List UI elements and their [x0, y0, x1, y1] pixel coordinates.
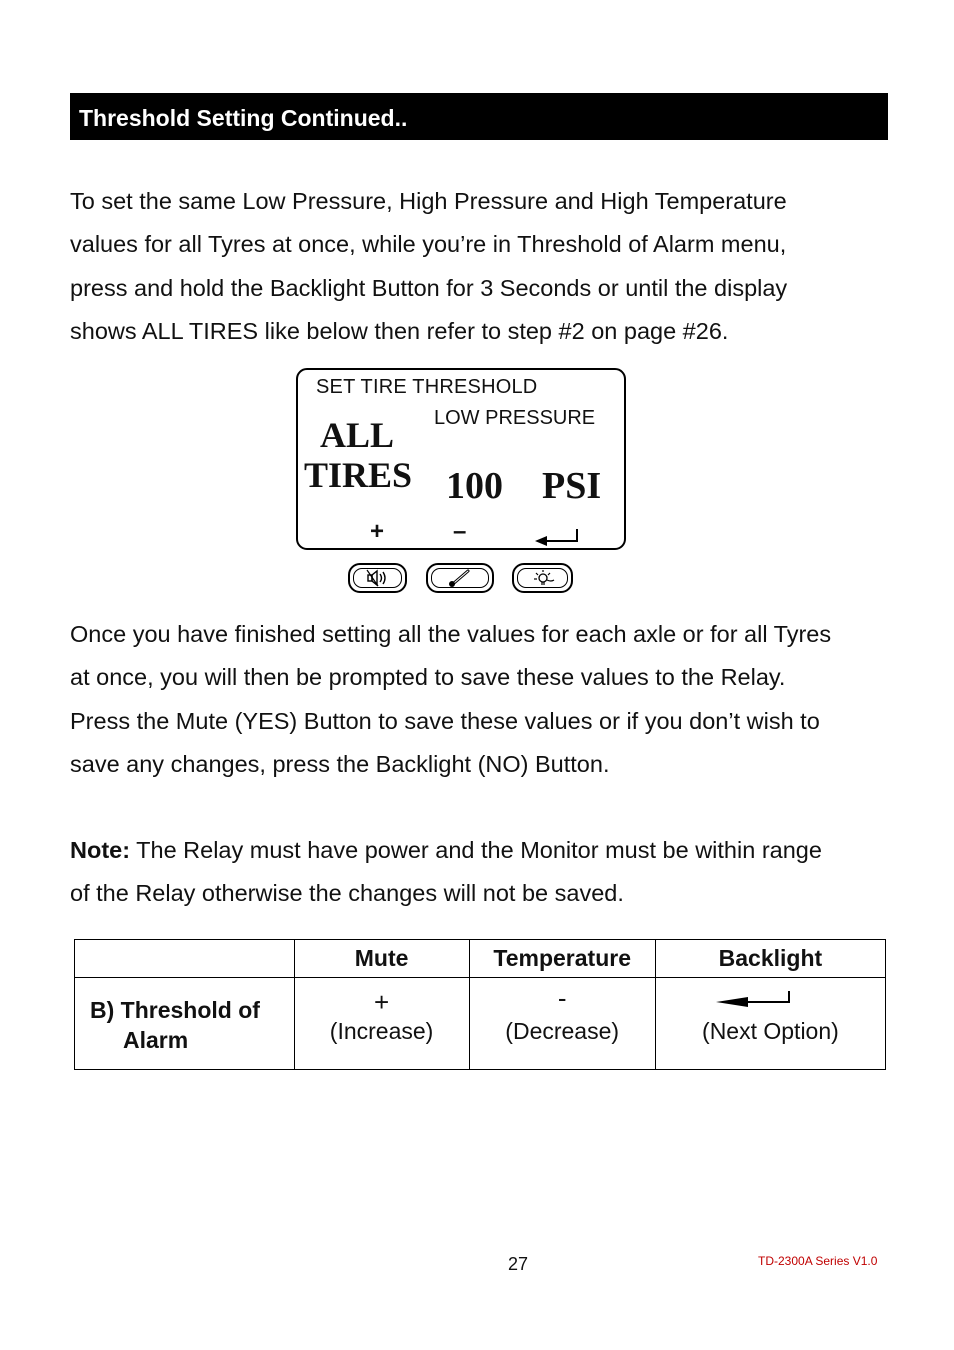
display-plus: +: [370, 518, 385, 545]
display-unit: PSI: [542, 465, 602, 507]
series-label: TD-2300A Series V1.0: [758, 1254, 878, 1268]
intro-line: To set the same Low Pressure, High Pressure and High Temperature: [70, 188, 787, 214]
display-minus: –: [453, 518, 467, 545]
row-label-cell: [75, 978, 295, 1070]
temperature-symbol: -: [557, 983, 567, 1013]
save-line: at once, you will then be prompted to save these values to the Relay.: [70, 664, 786, 691]
row-label-line: B) Threshold of: [90, 997, 260, 1023]
mute-button[interactable]: [348, 563, 407, 593]
mute-action: (Increase): [329, 1018, 434, 1044]
temperature-action: (Decrease): [505, 1018, 620, 1044]
button-function-table: [74, 939, 886, 1070]
note-line: [70, 829, 915, 872]
note-paragraph: [70, 829, 915, 916]
display-value: 100: [446, 465, 503, 507]
intro-paragraph: [70, 180, 915, 354]
note-label: Note:: [70, 837, 131, 863]
enter-arrow-icon: [534, 527, 580, 547]
save-paragraph: [70, 613, 915, 787]
intro-line: press and hold the Backlight Button for 3 Seconds or until the display: [70, 274, 788, 301]
temperature-button[interactable]: [426, 563, 494, 593]
table-header-cell: Mute: [294, 940, 469, 978]
display-target-line2: TIRES: [304, 455, 413, 495]
backlight-cell: [655, 978, 885, 1070]
section-title: Threshold Setting Continued..: [70, 93, 888, 140]
table-header-cell: Temperature: [469, 940, 655, 978]
backlight-button[interactable]: [512, 563, 573, 593]
intro-line: values for all Tyres at once, while you’re in Threshold of Alarm menu,: [70, 231, 787, 258]
table-row: [75, 978, 886, 1070]
speaker-mute-icon: [366, 569, 390, 587]
bulb-icon: [530, 569, 556, 587]
lcd-display: [296, 368, 626, 550]
display-target-line1: ALL: [320, 415, 395, 455]
save-line: Press the Mute (YES) Button to save these values or if you don’t wish to: [70, 707, 820, 734]
note-line: of the Relay otherwise the changes will not be saved.: [70, 880, 624, 907]
thermometer-icon: [446, 568, 474, 588]
display-subheader: LOW PRESSURE: [434, 407, 596, 429]
enter-arrow-icon: [716, 989, 792, 1011]
table-header-cell: [75, 940, 295, 978]
page-number: 27: [508, 1254, 529, 1274]
row-label-line: Alarm: [123, 1027, 189, 1053]
display-header: SET TIRE THRESHOLD: [316, 376, 538, 398]
note-text: The Relay must have power and the Monitor must be within range: [130, 837, 822, 863]
save-line: Once you have finished setting all the values for each axle or for all Tyres: [70, 621, 832, 647]
mute-symbol: +: [373, 987, 390, 1017]
save-line: save any changes, press the Backlight (NO) Button.: [70, 751, 610, 778]
table-header-row: [75, 940, 886, 978]
intro-line: shows ALL TIRES like below then refer to step #2 on page #26.: [70, 318, 729, 345]
mute-cell: [294, 978, 469, 1070]
table-header-cell: Backlight: [655, 940, 885, 978]
temperature-cell: [469, 978, 655, 1070]
backlight-action: (Next Option): [702, 1018, 839, 1044]
